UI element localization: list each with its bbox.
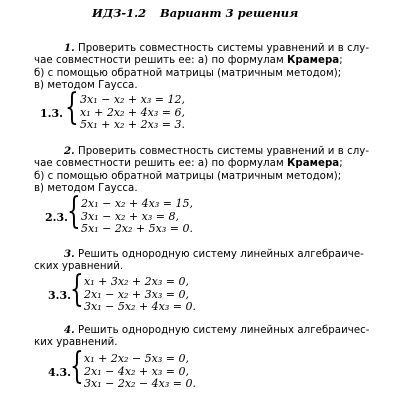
task-2-number: 2. xyxy=(64,145,75,157)
system-1-label: 1.3. xyxy=(40,107,63,120)
system-3-eq-3: 3x₁ − 5x₂ + 4x₃ = 0. xyxy=(84,300,196,313)
system-4-label: 4.3. xyxy=(48,366,71,379)
page-header xyxy=(0,6,400,22)
system-1-eq-1: 3x₁ − x₂ + x₃ = 12, xyxy=(80,93,185,106)
task-1-line-4: в) методом Гаусса. xyxy=(34,79,138,91)
task-2-line-1: Проверить совместность системы уравнений и в слу- xyxy=(78,146,370,157)
task-3-number: 3. xyxy=(64,248,75,260)
task-2-line-2a: чае совместности решить ее: а) по формулам xyxy=(34,158,287,170)
task-2-line-2c: ; xyxy=(339,158,343,170)
system-4-eq-3: 3x₁ − 2x₂ − 4x₃ = 0. xyxy=(84,377,196,390)
system-4-eq-2: 2x₁ − 4x₂ + x₃ = 0, xyxy=(84,364,189,378)
system-3-eq-1: x₁ + 3x₂ + 2x₃ = 0, xyxy=(84,275,189,288)
header-id: ИДЗ-1.2 xyxy=(92,6,147,20)
task-1-line-1: Проверить совместность системы уравнений и в слу- xyxy=(78,43,370,54)
system-3-brace: { xyxy=(70,269,84,310)
task-2-text xyxy=(34,145,370,195)
task-2-line-3: б) с помощью обратной матрицы (матричным методом); xyxy=(34,170,342,182)
system-2-eq-3: 5x₁ − 2x₂ + 5x₃ = 0. xyxy=(81,222,193,235)
system-3-label: 3.3. xyxy=(48,289,71,302)
header-variant: Вариант 3 решения xyxy=(160,6,299,20)
task-2-line-4: в) методом Гаусса. xyxy=(34,182,138,194)
task-3-line-1: Решить однородную систему линейных алгебраиче- xyxy=(78,249,364,260)
task-2-kramer: Крамера xyxy=(286,158,340,170)
task-1-kramer: Крамера xyxy=(286,55,340,67)
system-1-eq-3: 5x₁ + x₂ + 2x₃ = 3. xyxy=(80,118,185,131)
system-2-eq-1: 2x₁ − x₂ + 4x₃ = 15, xyxy=(81,197,193,210)
task-1-line-2a: чае совместности решить ее: а) по формулам xyxy=(34,55,287,67)
task-1-number: 1. xyxy=(64,42,75,54)
task-3-line-2: ских уравнений. xyxy=(34,261,124,273)
task-1-line-2c: ; xyxy=(339,55,343,67)
task-1-line-3: б) с помощью обратной матрицы (матричным методом); xyxy=(34,67,342,79)
system-1-eq-2: x₁ + 2x₂ + 4x₃ = 6, xyxy=(80,105,185,119)
system-3-eq-2: 2x₁ − x₂ + 3x₃ = 0, xyxy=(84,287,189,301)
system-1-brace: { xyxy=(65,87,79,128)
system-2-eq-2: 3x₁ − x₂ + x₃ = 8, xyxy=(81,209,179,223)
system-4-eq-1: x₁ + 2x₂ − 5x₃ = 0, xyxy=(84,352,189,365)
system-2-label: 2.3. xyxy=(45,211,68,224)
task-4-number: 4. xyxy=(64,324,75,336)
system-2-brace: { xyxy=(67,191,81,232)
task-4-line-2: ких уравнений. xyxy=(34,337,118,349)
task-1-text xyxy=(34,42,370,92)
system-4-brace: { xyxy=(70,346,84,387)
task-4-line-1: Решить однородную систему линейных алгебраичес- xyxy=(78,325,370,336)
